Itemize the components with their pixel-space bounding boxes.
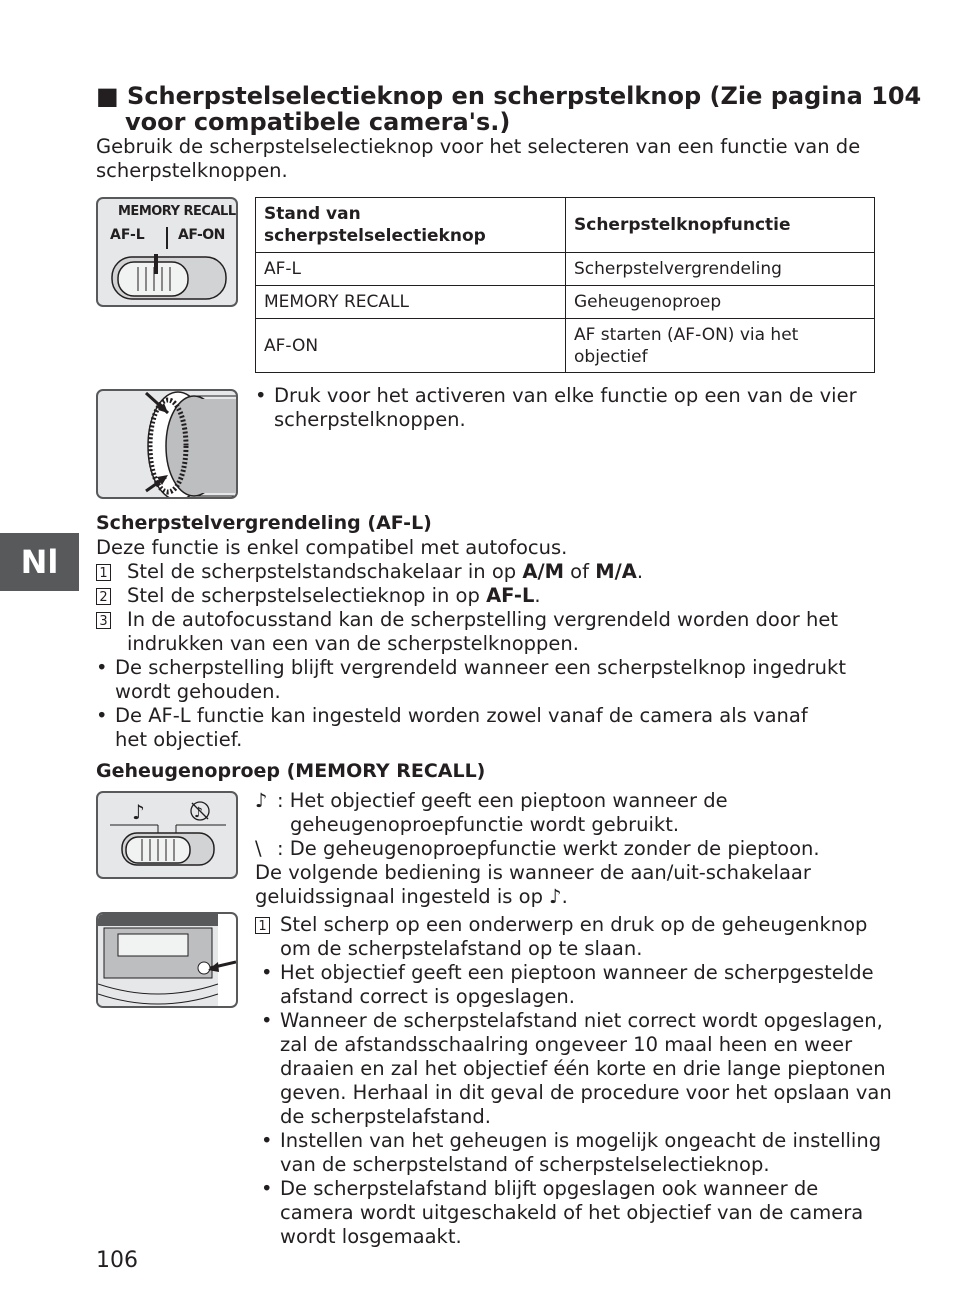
- bullet-text: draaien en zal het objectief één korte en drie lange pieptonen: [280, 1057, 886, 1080]
- afl-intro: Deze functie is enkel compatibel met autofocus.: [96, 536, 568, 559]
- bullet-mark: •: [96, 704, 108, 727]
- bullet-text: Het objectief geeft een pieptoon wanneer de scherpgestelde: [280, 961, 874, 984]
- afl-section: [96, 536, 886, 752]
- memory-bullet: [261, 1129, 895, 1177]
- bullet-mark: •: [261, 1129, 273, 1152]
- memory-steps: [255, 913, 895, 1249]
- afl-bullet: [96, 704, 886, 752]
- beep-switch-graphic: [98, 793, 238, 879]
- step-text: In de autofocusstand kan de scherpstelling vergrendeld worden door het: [127, 608, 838, 631]
- bullet-mark: •: [96, 656, 108, 679]
- memory-bullet: [261, 1177, 895, 1249]
- beep-on-icon: ♪: [255, 789, 268, 812]
- memory-bullet: [261, 961, 895, 1009]
- step-text: om de scherpstelafstand op te slaan.: [280, 937, 643, 960]
- switch-graphic: [98, 199, 238, 307]
- beep-descriptions: [255, 789, 855, 909]
- section-title-line2: voor compatibele camera's.): [125, 108, 511, 136]
- lens-graphic: [98, 391, 238, 499]
- step-text: of: [563, 560, 596, 583]
- beep-on-item: [255, 789, 855, 837]
- table-header-row: [256, 198, 875, 253]
- step-number: 3: [96, 612, 111, 629]
- activate-line2: scherpstelknoppen.: [274, 408, 466, 431]
- step-bold: M/A: [595, 560, 637, 583]
- memory-button-graphic: [98, 914, 238, 1008]
- page-number: 106: [96, 1248, 138, 1273]
- table-cell: Scherpstelvergrendeling: [566, 253, 875, 286]
- header-col1-line2: scherpstelselectieknop: [264, 226, 486, 246]
- header-col1-line1: Stand van: [264, 204, 361, 224]
- table-row: [256, 319, 875, 373]
- bullet-text: wordt gehouden.: [115, 680, 281, 703]
- step-text: Stel de scherpstelstandschakelaar in op: [127, 560, 523, 583]
- memory-heading: Geheugenoproep (MEMORY RECALL): [96, 760, 486, 782]
- beep-off-item: [255, 837, 855, 861]
- beep-off-icon: \: [255, 837, 262, 860]
- intro-line1: Gebruik de scherpstelselectieknop voor het selecteren van een functie van de: [96, 135, 861, 158]
- table-cell: AF-ON: [256, 319, 566, 373]
- table-cell: Geheugenoproep: [566, 286, 875, 319]
- bullet-mark: •: [261, 1177, 273, 1200]
- switch-label-afon: AF-ON: [178, 227, 225, 243]
- beep-on-text: geheugenoproepfunctie wordt gebruikt.: [290, 813, 680, 836]
- table-header-cell: [256, 198, 566, 253]
- bullet-mark: •: [255, 384, 267, 407]
- function-line2: objectief: [574, 346, 648, 367]
- step-text: .: [534, 584, 541, 607]
- operation-text: geluidssignaal ingesteld is op: [255, 885, 543, 908]
- step-number: 1: [96, 564, 111, 581]
- table-header-cell: Scherpstelknopfunctie: [566, 198, 875, 253]
- afl-bullet: [96, 656, 886, 704]
- table-cell: MEMORY RECALL: [256, 286, 566, 319]
- lens-focus-buttons-illustration: [96, 389, 238, 499]
- beep-on-text: : Het objectief geeft een pieptoon wanneer de: [277, 789, 728, 812]
- bullet-text: De scherpstelling blijft vergrendeld wanneer een scherpstelknop ingedrukt: [115, 656, 846, 679]
- step-bold: A/M: [522, 560, 564, 583]
- beep-off-text: : De geheugenoproepfunctie werkt zonder de pieptoon.: [277, 837, 820, 860]
- step-bold: AF-L: [486, 584, 535, 607]
- section-heading: [96, 83, 921, 135]
- memory-button-illustration: [96, 912, 238, 1008]
- bullet-text: De AF-L functie kan ingesteld worden zowel vanaf de camera als vanaf: [115, 704, 808, 727]
- bullet-text: de scherpstelafstand.: [280, 1105, 491, 1128]
- operation-text: .: [561, 885, 568, 908]
- step-text: Stel scherp op een onderwerp en druk op de geheugenknop: [280, 913, 868, 936]
- step-number: 2: [96, 588, 111, 605]
- switch-label-memory-recall: MEMORY RECALL: [118, 204, 236, 219]
- activate-line1: Druk voor het activeren van elke functie op een van de vier: [274, 384, 857, 407]
- step-number: 1: [255, 917, 270, 934]
- svg-text:♪: ♪: [132, 800, 145, 824]
- memory-step: [255, 913, 895, 961]
- bullet-text: van de scherpstelstand of scherpstelselectieknop.: [280, 1153, 770, 1176]
- bullet-mark: •: [261, 961, 273, 984]
- bullet-text: zal de afstandsschaalring ongeveer 10 maal heen en weer: [280, 1033, 853, 1056]
- svg-text:♪: ♪: [194, 805, 203, 821]
- bullet-mark: •: [261, 1009, 273, 1032]
- bullet-text: camera wordt uitgeschakeld of het objectief van de camera: [280, 1201, 864, 1224]
- operation-line1: De volgende bediening is wanneer de aan/uit-schakelaar: [255, 861, 811, 884]
- section-intro: [96, 135, 860, 183]
- function-line1: AF starten (AF-ON) via het: [574, 324, 799, 345]
- bullet-text: Instellen van het geheugen is mogelijk ongeacht de instelling: [280, 1129, 882, 1152]
- afl-step: [96, 584, 886, 608]
- memory-bullet: [261, 1009, 895, 1129]
- table-cell: [566, 319, 875, 373]
- afl-step: [96, 608, 886, 656]
- section-marker: ■: [96, 82, 119, 110]
- step-text: Stel de scherpstelselectieknop in op: [127, 584, 487, 607]
- bullet-text: Wanneer de scherpstelafstand niet correct wordt opgeslagen,: [280, 1009, 883, 1032]
- focus-selector-switch-illustration: [96, 197, 238, 307]
- afl-heading: Scherpstelvergrendeling (AF-L): [96, 512, 432, 534]
- selector-function-table: [255, 197, 875, 373]
- bullet-text: het objectief.: [115, 728, 243, 751]
- table-row: [256, 253, 875, 286]
- bullet-text: afstand correct is opgeslagen.: [280, 985, 575, 1008]
- step-text: indrukken van een van de scherpstelknoppen.: [127, 632, 579, 655]
- operation-line2: [255, 885, 855, 909]
- language-tab: Nl: [0, 533, 79, 591]
- bullet-text: geven. Herhaal in dit geval de procedure voor het opslaan van: [280, 1081, 892, 1104]
- bullet-text: De scherpstelafstand blijft opgeslagen ook wanneer de: [280, 1177, 819, 1200]
- switch-label-afl: AF-L: [110, 227, 145, 243]
- table-cell: AF-L: [256, 253, 566, 286]
- afl-step: [96, 560, 886, 584]
- intro-line2: scherpstelknoppen.: [96, 159, 288, 182]
- beep-on-icon: ♪: [549, 885, 562, 908]
- activate-bullet: [255, 384, 857, 432]
- beep-switch-illustration: [96, 791, 238, 879]
- table-row: [256, 286, 875, 319]
- bullet-text: wordt losgemaakt.: [280, 1225, 462, 1248]
- section-title-line1: Scherpstelselectieknop en scherpstelknop (Zie pagina 104: [127, 82, 922, 110]
- step-text: .: [636, 560, 644, 583]
